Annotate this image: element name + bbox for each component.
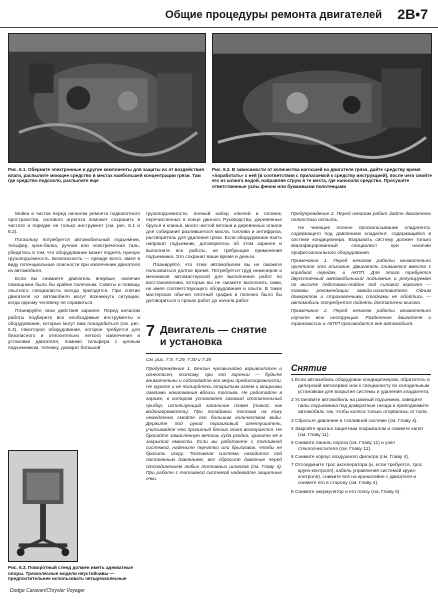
engine-photo-2 <box>212 33 432 163</box>
page-footer: Dodge Caravan/Chrysler Voyager <box>10 588 85 594</box>
engine-photo-1 <box>8 33 206 163</box>
section-figure-reference: См. рис. 7.9, 7.29, 7.30 и 7.35 <box>146 358 212 363</box>
page-header <box>0 0 438 28</box>
list-item: 1 Если автомобиль оборудован кондиционером, обратитесь в дилерский автосервис или к специалисту по холодильным установкам для вскрытия системы и удаления хладагента. <box>291 378 430 396</box>
section-rule <box>146 353 282 354</box>
page-number: 2В•7 <box>397 6 428 22</box>
subsection-rule <box>291 374 431 375</box>
list-item: 5 Снимите панель порога (см. Главу 11) и узел стеклоочистителя (см. Главу 12). <box>291 440 395 452</box>
text-column-3 <box>291 212 431 330</box>
list-item: 4 Закройте крылья защитным покрывалом и снимите капот (см. Главу 11). <box>291 426 424 438</box>
text-column-2 <box>146 212 282 307</box>
list-item: 2 Установите автомобиль на рамный подъемник, заведите лапы подъемника под домкратные гнезда и приподнимите автомобиль так, чтобы колеса только оторвались от пола. <box>291 398 429 416</box>
paragraph: Планируйте свои действия заранее. Перед началом работы подберите все необходимые инструменты и оборудование, которые могут вам понадобиться (см. рис. 6.3). Некоторое оборудование, которое требуется для безопасного и относительно легкого извлечения и установки двигателя, помимо тельфера с цепным подъемником, тележку, домкрат большой <box>8 309 140 351</box>
figure-caption-6-3: Рис. 6.3. Поворотный стенд должен иметь адекватные опоры. Трехколесные модели неустойчивы — предпочтительнее использовать четырехколесные <box>8 565 134 582</box>
paragraph: Не чинящее полное проскальзывание хладагента, содержащего под давлением хладагент, содержащийся в системе кондиционера. Вскрывать систему должен только квалифицированный специалист при наличии профессионального оборудования. <box>291 226 431 256</box>
paragraph: Поскольку потребуется автомобильный подъемник, тельфер, кран-балка, ручная или электрическая таль, убедитесь в том, что оборудование может поднять нужную грузоподъемность. Безопасность — прежде всего, имея в виду потенциальные опасности при извлечении двигателя из автомобиля. <box>8 238 140 274</box>
section-title: Двигатель — снятие и установка <box>160 324 267 348</box>
list-item: 6 Снимите корпус воздушного фильтра (см. Главу 4). <box>291 455 410 461</box>
warning-block-1 <box>146 367 282 485</box>
note-1: Примечание 1. Перед началом работы внимательно прочтите это описание. Двигатель снимается вместе с коробкой передач, и АКПП. Для этого требуется двухстоечный автомобильный подъемник и регулируемая по высоте подставка-поддон под силовой агрегат — таковы рекомендации завода-изготовителя. Одним домкратом и страховочными стойками не обойтись — автомобиль потребуется поднять достаточно высоко. <box>291 258 431 307</box>
paragraph: грузоподъемности, полный набор ключей и головок, перечисленных в конце данного Руководства, деревянные брусья и клинья, много чистой ветоши и деревянных опилок для собирания разлившегося масла, топлива и антифриза, растворитель для удаления грязи. Если оборудование взять напрокат подъемник, договоритесь об этом заранее и выполните все работы, не требующие применения подъемника. Это сохранит ваше время и деньги. <box>146 212 282 260</box>
paragraph: Мойка и чистка перед началом ремонта подкапотного пространства, силового агрегата поможет сохранить в чистоте и порядке не только инструмент (см. рис. 6.1 и 6.2). <box>8 212 140 236</box>
page-title: Общие процедуры ремонта двигателей <box>165 9 382 21</box>
list-item: 3 Сбросьте давление в топливной системе (см. Главу 4). <box>291 418 418 424</box>
warning-2: Предупреждение 2. Перед началом работ дайте двигателю полностью остыть. <box>291 212 431 224</box>
list-item: 8 Снимите аккумулятор и его полку (см. Главу 5). <box>291 489 401 495</box>
figure-caption-6-2: Рис. 6.2. В зависимости от количества нагосшей на двигателе грязи, дайте средству время «поработать» с ней (в соответствии с прилагаемой к средству инструкцией), после чего смойте его из шланга водой, направляя струю в те места, где наносили средство. Просушите ответственные узлы феном или бумажными полотенцами <box>212 167 432 189</box>
note-2: Примечание 2. Перед началом работы внимательно изучите всю инструкцию. Разделение двигателя и трансмиссии и АКПП производится вне автомобиля. <box>291 309 431 327</box>
paragraph: Планируйте, что этим автомобилем вы не сможете пользоваться долгое время. Потребуется труд инженеров и механиков автомастерской для выполнения работ по восстановлению, которые вы не сможете выполнить сами, не имея соответствующего оборудования и опыта. В таких мастерских обычно плотный график и полезно было бы договориться о сроках работ до начала работ. <box>146 262 282 305</box>
subsection-title: Снятие <box>291 363 327 373</box>
paragraph: Если вы снимаете двигатель впервые, наличие помощника было бы крайне полезным. Советы и помощь опытного специалиста всегда пригодятся. При снятии двигателя из автомобиля могут возникнуть ситуации, когда одному человеку не справиться. <box>8 276 140 307</box>
list-item: 7 Отсоедините трос акселератора (и, если требуется, трос круиз-контроля), кабель управления системой круиз-контроля), снимите всё на кронштейне с двигателя и снимите его в сторону (см. Главу 4). <box>291 463 423 487</box>
warning-text: Предупреждение 1. Бензин чрезвычайно взрывоопасен и огнеопасен, поэтому, при его горении — будьте внимательны и соблюдайте все меры предосторожности. Не курите и не пользуйтесь открытым огнем и мощными лампами накаливания вблизи топлива. Не работайте в гараже, в котором установлен газовый отопительный прибор, использующий запальное пламя (такой, как водонагреватель). При попадании топлива на кожу немедленно смойте его большим количеством воды. Держите под рукой порошковый огнетушитель, учитывайте что пролитый бензин легко возгорается. Не бросайте замасленную ветошь куда угодно, храните её в закрытой емкости. Если вы работаете с топливной системой, наденьте перчатки или брызговик, чтобы не бросить искру. Топливная система находится под постоянным давлением, все сбросьте давление перед отсоединением любых топливных шлангов (см. Главу 4). При работе с топливной системой надевайте защитные очки. <box>146 367 282 482</box>
steps-list <box>291 378 431 498</box>
section-heading <box>146 323 282 353</box>
section-number: 7 <box>146 323 155 340</box>
text-column-1 <box>8 212 140 354</box>
figure-caption-6-1: Рис. 6.1. Оберните электронные и другие компоненты для защиты их от воздействия влаги, распылите моющее средство в местах наибольшей концентрации грязи. Там где средство подсохло, распылите еще <box>8 167 204 184</box>
engine-stand-photo <box>8 450 78 562</box>
header-rule <box>0 27 438 28</box>
